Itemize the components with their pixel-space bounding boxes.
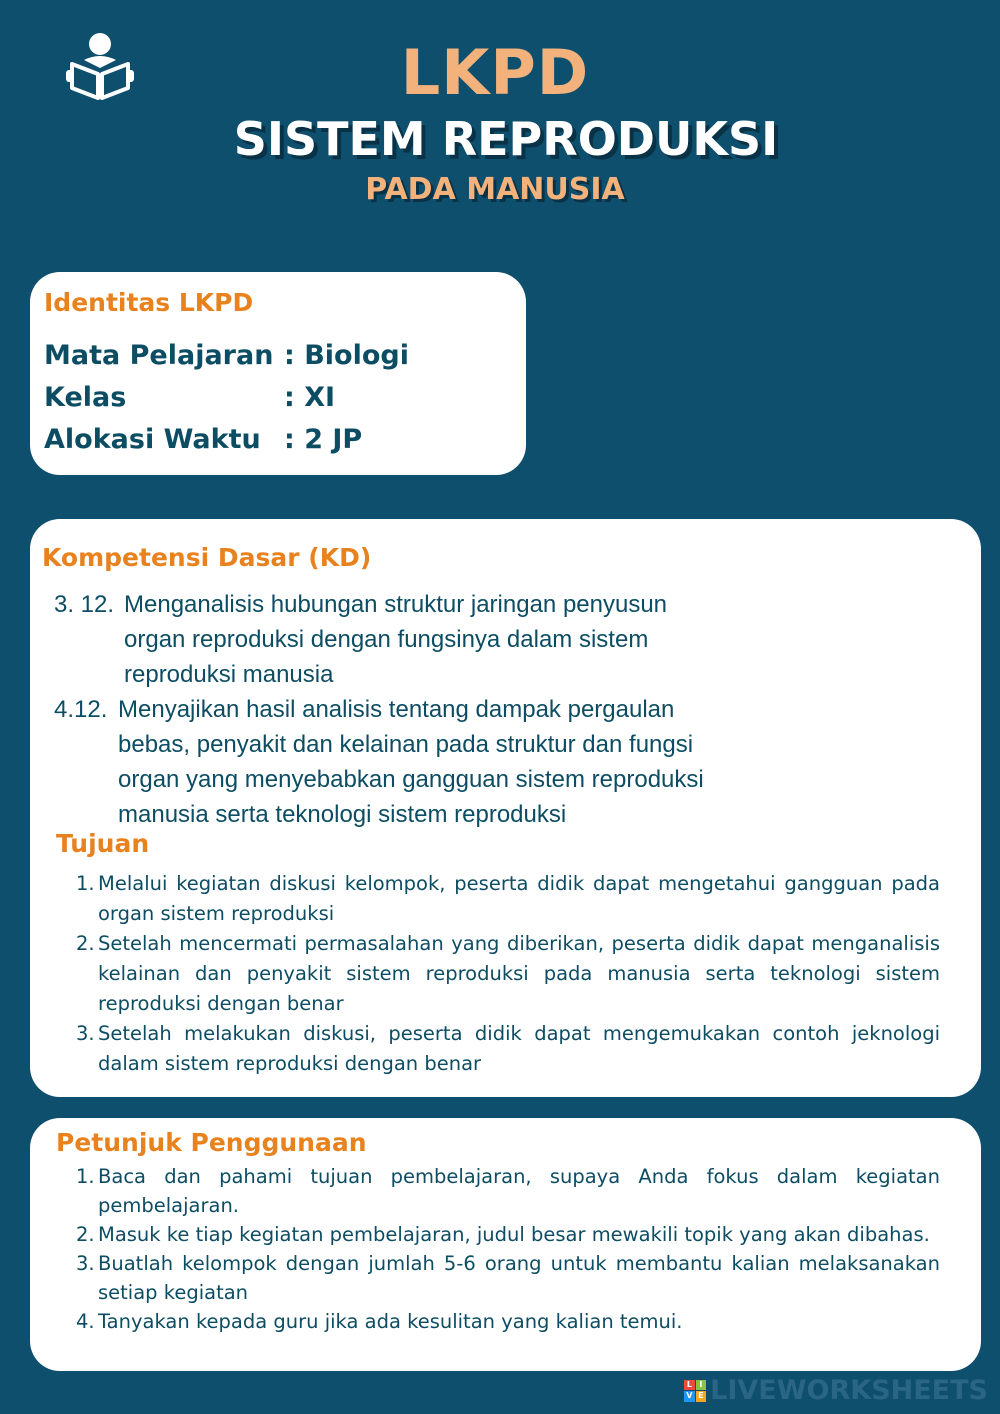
list-item [76, 929, 940, 1019]
competency-card [30, 519, 981, 1097]
identity-heading: Identitas LKPD [44, 288, 254, 317]
identity-card [30, 272, 526, 475]
list-item [76, 1220, 940, 1249]
identity-row-class [44, 382, 335, 413]
list-number: 3. [76, 1022, 95, 1045]
kd-item [54, 692, 814, 832]
list-text: Buatlah kelompok dengan jumlah 5-6 orang untuk membantu kalian melaksanakan setiap kegiatan [98, 1252, 940, 1304]
kd-line: bebas, penyakit dan kelainan pada struktur dan fungsi [118, 731, 694, 758]
list-text: Tanyakan kepada guru jika ada kesulitan yang kalian temui. [98, 1310, 683, 1333]
list-number: 2. [76, 932, 95, 955]
instructions-card [30, 1118, 981, 1371]
list-number: 2. [76, 1223, 95, 1246]
list-item [76, 1307, 940, 1336]
list-text: Masuk ke tiap kegiatan pembelajaran, judul besar mewakili topik yang akan dibahas. [98, 1223, 930, 1246]
kd-heading: Kompetensi Dasar (KD) [42, 543, 372, 572]
kd-line: reproduksi manusia [124, 661, 334, 688]
list-text: Melalui kegiatan diskusi kelompok, peserta didik dapat mengetahui gangguan pada organ sistem reproduksi [98, 872, 940, 925]
logo-letter: E [696, 1391, 707, 1402]
list-number: 4. [76, 1310, 95, 1333]
identity-value: : XI [284, 382, 336, 413]
identity-value: : 2 JP [284, 424, 363, 455]
page-subtitle-secondary: PADA MANUSIA [365, 172, 625, 207]
identity-label: Kelas [44, 382, 127, 413]
kd-number: 3. 12. [54, 591, 115, 618]
kd-line: organ yang menyebabkan gangguan sistem reproduksi [118, 766, 704, 793]
kd-line: organ reproduksi dengan fungsinya dalam sistem [124, 626, 649, 653]
logo-letter: I [696, 1380, 707, 1391]
kd-item [54, 587, 814, 692]
page-subtitle: SISTEM REPRODUKSI [233, 112, 779, 166]
liveworksheets-logo-icon [684, 1380, 706, 1402]
list-item [76, 1162, 940, 1220]
identity-value: : Biologi [284, 340, 409, 371]
list-number: 3. [76, 1252, 95, 1275]
kd-line: manusia serta teknologi sistem reproduksi [118, 801, 567, 828]
petunjuk-heading: Petunjuk Penggunaan [56, 1128, 367, 1157]
list-text: Baca dan pahami tujuan pembelajaran, supaya Anda fokus dalam kegiatan pembelajaran. [98, 1165, 940, 1217]
identity-row-subject [44, 340, 409, 371]
identity-label: Alokasi Waktu [44, 424, 261, 455]
list-item [76, 1249, 940, 1307]
petunjuk-list [76, 1162, 940, 1336]
list-text: Setelah mencermati permasalahan yang diberikan, peserta didik dapat menganalisis kelainan dan penyakit sistem reproduksi pada manusia serta teknologi sistem reproduksi dengan benar [98, 932, 940, 1015]
watermark-text: LIVEWORKSHEETS [710, 1375, 988, 1406]
tujuan-list [76, 869, 940, 1079]
logo-letter: V [684, 1391, 695, 1402]
list-text: Setelah melakukan diskusi, peserta didik dapat mengemukakan contoh jeknologi dalam sistem reproduksi dengan benar [98, 1022, 940, 1075]
page-title: LKPD [400, 36, 590, 109]
kd-line: Menganalisis hubungan struktur jaringan penyusun [124, 591, 668, 618]
identity-row-time [44, 424, 362, 455]
logo-letter: L [684, 1380, 695, 1391]
liveworksheets-watermark[interactable] [684, 1375, 988, 1406]
list-number: 1. [76, 1165, 95, 1188]
list-item [76, 1019, 940, 1079]
tujuan-heading: Tujuan [56, 829, 150, 858]
kd-line: Menyajikan hasil analisis tentang dampak pergaulan [118, 696, 675, 723]
list-item [76, 869, 940, 929]
kd-number: 4.12. [54, 696, 108, 723]
identity-label: Mata Pelajaran [44, 340, 274, 371]
list-number: 1. [76, 872, 95, 895]
